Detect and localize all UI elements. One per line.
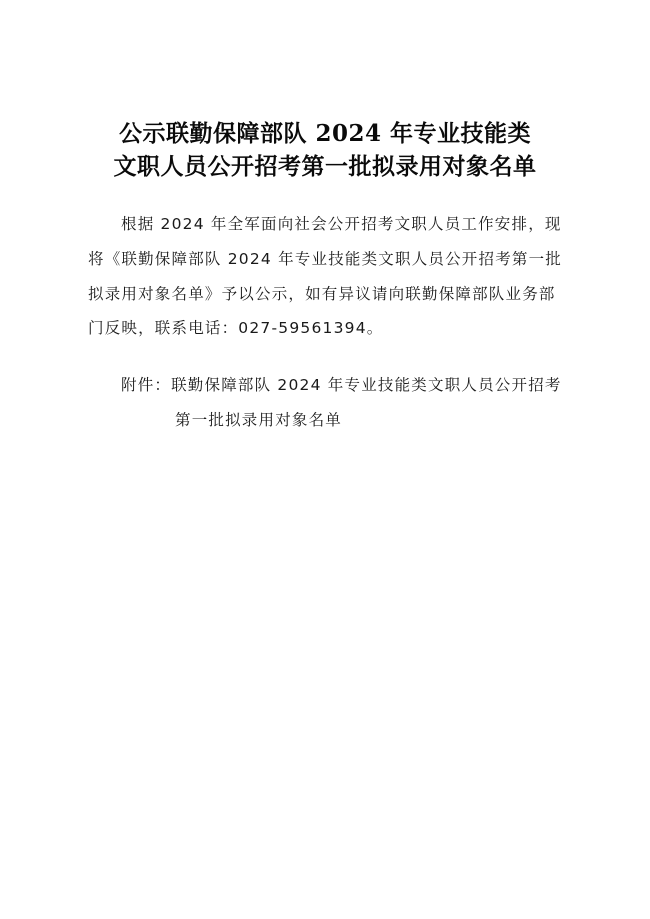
document-title-line-1: 公示联勤保障部队 2024 年专业技能类: [118, 120, 532, 147]
body-paragraph-line-3: 拟录用对象名单》予以公示，如有异议请向联勤保障部队业务部: [88, 285, 556, 303]
attachment-line-2: 第一批拟录用对象名单: [175, 411, 343, 429]
body-paragraph-line-1: 根据 2024 年全军面向社会公开招考文职人员工作安排，现: [121, 215, 562, 233]
body-paragraph-line-2: 将《联勤保障部队 2024 年专业技能类文职人员公开招考第一批: [88, 250, 563, 268]
document-title-line-2: 文职人员公开招考第一批拟录用对象名单: [113, 153, 537, 180]
attachment-line-1: 附件：联勤保障部队 2024 年专业技能类文职人员公开招考: [121, 376, 562, 394]
body-paragraph-line-4: 门反映，联系电话：027-59561394。: [88, 319, 384, 337]
